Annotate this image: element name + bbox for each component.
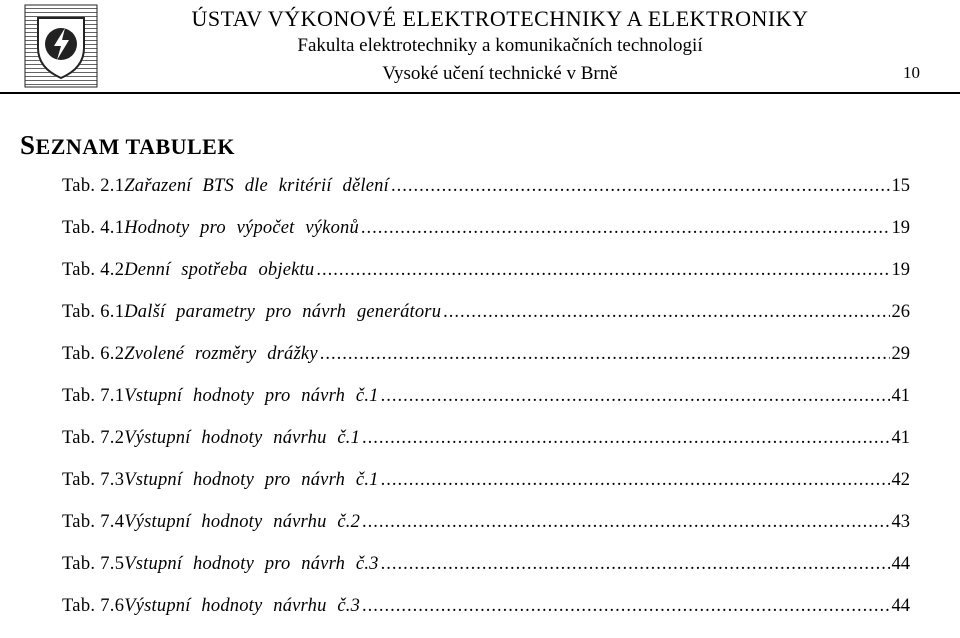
dot-leader <box>381 470 890 491</box>
toc-entry-page: 19 <box>891 218 910 238</box>
toc-entry-label: Tab. 6.1 <box>62 302 125 322</box>
toc-entry-page: 41 <box>891 386 910 406</box>
toc-entry-caption: Vstupní hodnoty pro návrh č.1 <box>124 470 379 490</box>
toc-entry[interactable] <box>62 470 910 512</box>
section-title-rest: EZNAM TABULEK <box>35 134 235 159</box>
toc-entry[interactable] <box>62 302 910 344</box>
institute-name: ÚSTAV VÝKONOVÉ ELEKTROTECHNIKY A ELEKTRONIKY <box>191 6 809 31</box>
toc-entry-page: 19 <box>891 260 910 280</box>
toc-entry-caption: Výstupní hodnoty návrhu č.2 <box>124 512 361 532</box>
university-logo <box>24 4 98 88</box>
toc-entry-label: Tab. 7.4 <box>62 512 125 532</box>
toc-entry-caption: Zařazení BTS dle kritérií dělení <box>124 176 389 196</box>
toc-entry-caption: Hodnoty pro výpočet výkonů <box>124 218 359 238</box>
dot-leader <box>443 302 889 323</box>
toc-entry[interactable] <box>62 176 910 218</box>
toc-entry[interactable] <box>62 344 910 386</box>
page-number: 10 <box>903 63 920 82</box>
toc-entry-label: Tab. 4.1 <box>62 218 125 238</box>
toc-entry-caption: Vstupní hodnoty pro návrh č.3 <box>124 554 379 574</box>
section-title <box>20 130 235 161</box>
table-list <box>62 176 910 638</box>
toc-entry-caption: Výstupní hodnoty návrhu č.1 <box>124 428 361 448</box>
toc-entry-label: Tab. 6.2 <box>62 344 125 364</box>
toc-entry-page: 43 <box>891 512 910 532</box>
toc-entry-label: Tab. 7.3 <box>62 470 125 490</box>
toc-entry-caption: Zvolené rozměry drážky <box>124 344 318 364</box>
toc-entry-page: 15 <box>891 176 910 196</box>
dot-leader <box>316 260 889 281</box>
toc-entry-label: Tab. 7.1 <box>62 386 125 406</box>
university-name: Vysoké učení technické v Brně <box>382 63 618 84</box>
toc-entry[interactable] <box>62 554 910 596</box>
toc-entry[interactable] <box>62 596 910 638</box>
toc-entry-page: 42 <box>891 470 910 490</box>
toc-entry-page: 29 <box>891 344 910 364</box>
toc-entry-label: Tab. 7.5 <box>62 554 125 574</box>
toc-entry-caption: Denní spotřeba objektu <box>124 260 315 280</box>
toc-entry-caption: Výstupní hodnoty návrhu č.3 <box>124 596 361 616</box>
toc-entry-page: 44 <box>891 596 910 616</box>
toc-entry-caption: Další parametry pro návrh generátoru <box>124 302 442 322</box>
toc-entry-label: Tab. 7.2 <box>62 428 125 448</box>
toc-entry-label: Tab. 4.2 <box>62 260 125 280</box>
dot-leader <box>362 512 889 533</box>
dot-leader <box>362 428 889 449</box>
toc-entry[interactable] <box>62 386 910 428</box>
toc-entry[interactable] <box>62 512 910 554</box>
dot-leader <box>320 344 890 365</box>
dot-leader <box>381 554 890 575</box>
section-title-initial: S <box>20 130 36 160</box>
dot-leader <box>381 386 890 407</box>
toc-entry-label: Tab. 2.1 <box>62 176 125 196</box>
toc-entry-page: 26 <box>891 302 910 322</box>
dot-leader <box>391 176 890 197</box>
toc-entry-caption: Vstupní hodnoty pro návrh č.1 <box>124 386 379 406</box>
toc-entry[interactable] <box>62 428 910 470</box>
toc-entry-label: Tab. 7.6 <box>62 596 125 616</box>
dot-leader <box>361 218 890 239</box>
faculty-name: Fakulta elektrotechniky a komunikačních technologií <box>297 35 703 56</box>
dot-leader <box>362 596 889 617</box>
toc-entry[interactable] <box>62 218 910 260</box>
toc-entry-page: 41 <box>891 428 910 448</box>
toc-entry-page: 44 <box>891 554 910 574</box>
header-divider <box>0 92 960 94</box>
toc-entry[interactable] <box>62 260 910 302</box>
lightning-shield-icon <box>24 4 98 88</box>
